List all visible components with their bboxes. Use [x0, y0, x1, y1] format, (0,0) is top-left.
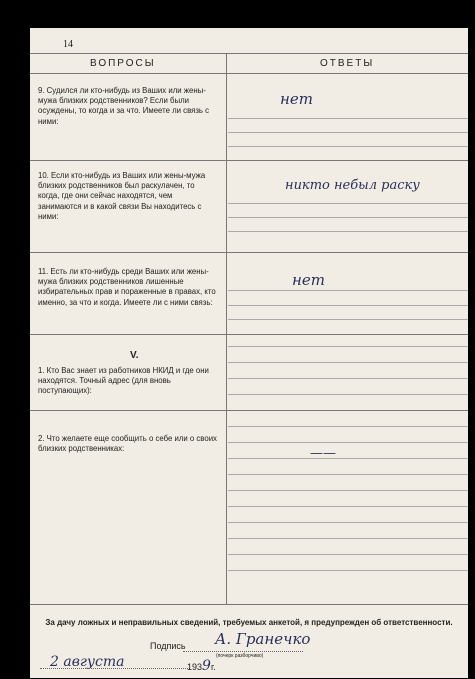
answer-line: [228, 231, 468, 232]
question-v-1: 1. Кто Вас знает из работников НКИД и где они находятся. Точный адрес (для вновь поступающих):: [38, 366, 209, 396]
question-v-2: 2. Что желаете еще сообщить о себе или о своих близких родственниках:: [38, 434, 217, 454]
answer-11: нет: [292, 271, 325, 289]
answer-line: [228, 118, 468, 119]
answer-line: [228, 378, 468, 379]
answers-header: ОТВЕТЫ: [320, 58, 375, 69]
answer-line: [228, 217, 468, 218]
answer-line: [228, 290, 468, 291]
answer-line: [228, 554, 468, 555]
question-9: 9. Судился ли кто-нибудь из Ваших или жены-мужа близких родственников? Если были осуждены, то когда и за что. Имеете ли связь с ними:: [38, 86, 210, 126]
question-10: 10. Если кто-нибудь из Ваших или жены-мужа близких родственников был раскулачен, то когда, где они сейчас находятся, чем занимаются и в какой связи Вы находитесь с ними:: [38, 171, 206, 221]
answer-line: [228, 506, 468, 507]
year-handwritten: 9: [202, 658, 211, 674]
answer-line: [228, 458, 468, 459]
row-divider: [30, 334, 468, 335]
answer-line: [228, 522, 468, 523]
questionnaire-page: [30, 28, 468, 678]
answer-line: [228, 346, 468, 347]
table-bottom-border: [30, 604, 468, 605]
date-line: [40, 668, 190, 669]
questions-header: ВОПРОСЫ: [90, 58, 156, 69]
column-divider: [226, 54, 227, 604]
answer-line: [228, 442, 468, 443]
answer-9: нет: [280, 90, 313, 108]
answer-line: [228, 394, 468, 395]
question-11: 11. Есть ли кто-нибудь среди Ваших или жены-мужа близких родственников лишенные избирательных прав и пораженные в правах, кто именно, за что и когда. Имеете ли с ними связь:: [38, 267, 216, 307]
answer-line: [228, 305, 468, 306]
row-divider: [30, 252, 468, 253]
answer-v-2: ——: [310, 446, 336, 461]
answer-line: [228, 426, 468, 427]
answer-line: [228, 570, 468, 571]
answer-line: [228, 490, 468, 491]
header-bottom-border: [30, 73, 468, 74]
page-number: 14: [63, 39, 73, 50]
year-suffix: г.: [210, 662, 216, 672]
answer-line: [228, 146, 468, 147]
date-handwritten: 2 августа: [50, 654, 125, 670]
answer-line: [228, 132, 468, 133]
table-top-border: [30, 53, 468, 54]
signature-line: [183, 651, 303, 652]
row-divider: [30, 410, 468, 411]
year-printed: 193: [187, 662, 203, 672]
answer-line: [228, 474, 468, 475]
liability-warning: За дачу ложных и неправильных сведений, требуемых анкетой, я предупрежден об ответственности.: [45, 618, 453, 627]
year-field: [187, 658, 216, 674]
signature-note: (почерк разборчиво): [216, 653, 264, 659]
answer-line: [228, 203, 468, 204]
signature-label: Подпись: [150, 641, 186, 651]
section-v-heading: V.: [130, 350, 139, 361]
answer-line: [228, 319, 468, 320]
answer-10: никто небыл раску: [285, 178, 420, 193]
answer-line: [228, 538, 468, 539]
signature: А. Гранечко: [215, 630, 311, 648]
row-divider: [30, 160, 468, 161]
answer-line: [228, 362, 468, 363]
